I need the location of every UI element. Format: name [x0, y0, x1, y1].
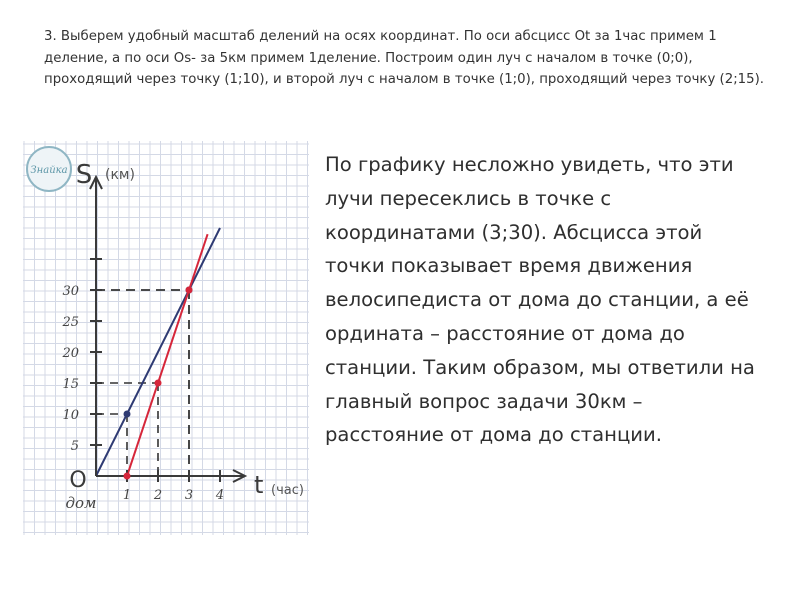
y-tick-label: 15	[62, 377, 79, 392]
y-axis-unit: (км)	[105, 167, 135, 183]
x-tick-label: 2	[153, 488, 163, 503]
y-axis-symbol: S	[75, 160, 93, 190]
motion-graph	[21, 139, 311, 537]
y-tick-label: 10	[62, 408, 79, 423]
explanation-text: По графику несложно увидеть, что эти лучи пересеклись в точке с координатами (3;30). Абсцисса этой точки показывает время движения велосипедиста от дома до станции, а её ордината – расстояние от дома до станции. Таким образом, мы ответили на главный вопрос задачи 30км – расстояние от дома до станции.	[325, 153, 755, 447]
origin-label: O	[69, 468, 87, 493]
y-tick-label: 25	[62, 315, 79, 330]
y-tick-label: 20	[62, 346, 79, 361]
x-tick-label: 3	[184, 488, 194, 503]
origin-caption: дом	[65, 494, 97, 512]
logo-badge	[27, 147, 71, 191]
graph-figure	[21, 139, 311, 537]
x-tick-label: 1	[122, 488, 132, 503]
logo-text: Знайка	[30, 165, 68, 176]
series-2-point	[186, 287, 193, 294]
series-2-point	[124, 473, 131, 480]
y-tick-label: 30	[62, 284, 79, 299]
x-axis-symbol: t	[254, 471, 264, 499]
series-1-point	[124, 411, 131, 418]
x-tick-label: 4	[215, 488, 225, 503]
intro-text: 3. Выберем удобный масштаб делений на осях координат. По оси абсцисс Ot за 1час примем 1 деление, а по оси Os- за 5км примем 1деление. Построим один луч с началом в точке (0;0), проходящий через точку (1;10), и второй луч с началом в точке (1;0), проходящий через точку (2;15).	[44, 29, 765, 87]
series-2-point	[155, 380, 162, 387]
y-tick-label: 5	[70, 439, 79, 454]
x-axis-unit: (час)	[271, 483, 304, 498]
